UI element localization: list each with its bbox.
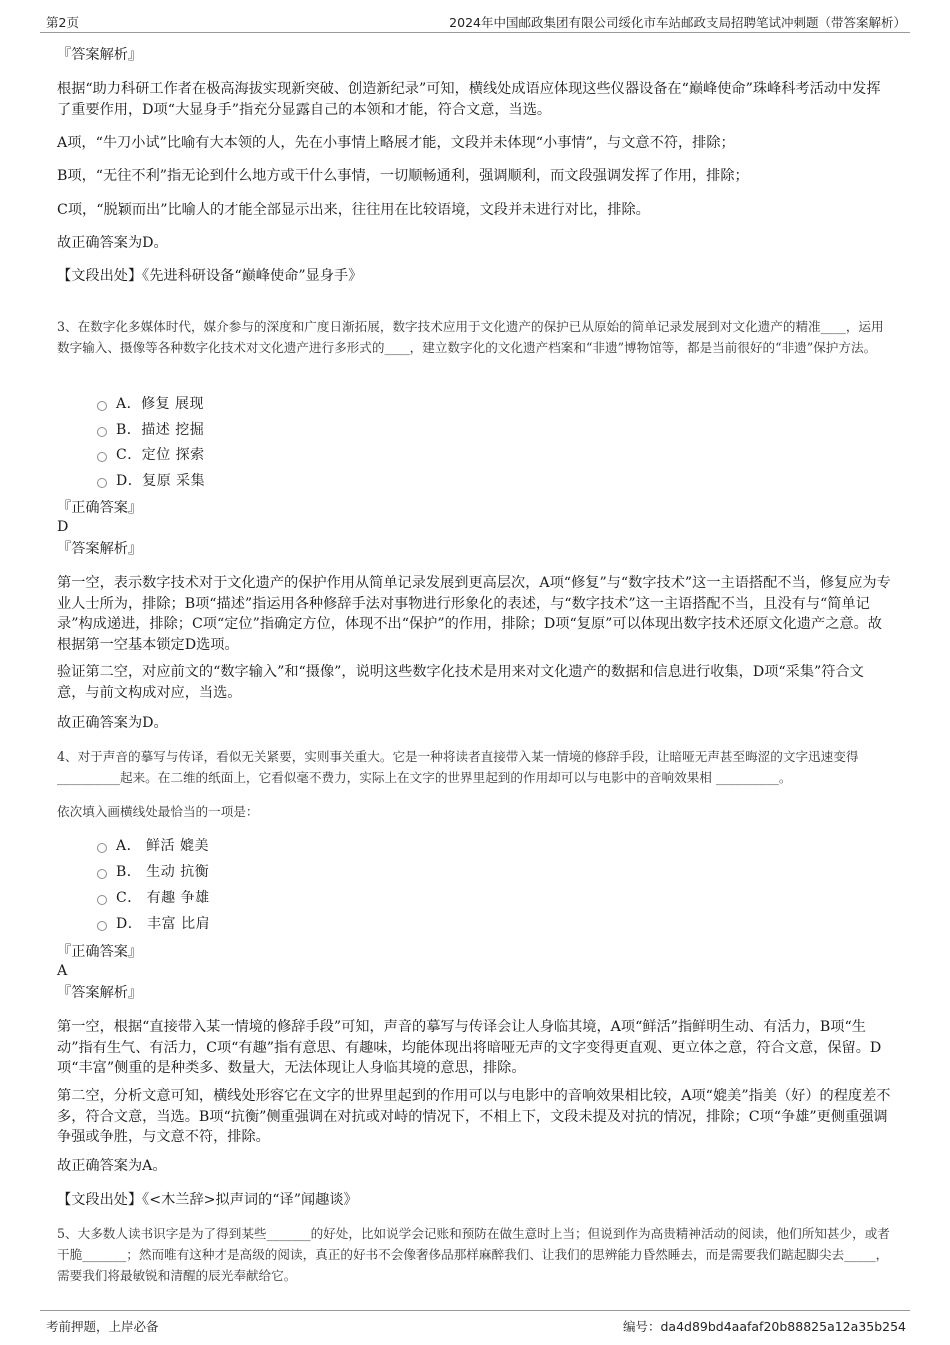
q4-prompt: 依次填入画横线处最恰当的一项是： xyxy=(57,804,259,819)
footer-slogan: 考前押题，上岸必备 xyxy=(46,1319,159,1334)
radio-icon[interactable] xyxy=(97,895,107,905)
document-code: 编号：da4d89bd4aafaf20b88825a12a35b254 xyxy=(622,1319,906,1334)
q4-analysis-paragraph-2: 第二空，分析文意可知，横线处形容它在文字的世界里起到的作用可以与电影中的音响效果相比较，A项“媲美”指美（好）的程度差不多，符合文意，当选。B项“抗衡”侧重强调在对抗或对峙的情况下，不相上下，文段未提及对抗的情况，排除；C项“争雄”更侧重强调争强或争胜，与文意不符，排除。 xyxy=(57,1088,891,1145)
q4-conclusion: 故正确答案为A。 xyxy=(57,1158,167,1174)
q2-analysis-label: 『答案解析』 xyxy=(57,47,143,63)
page-footer xyxy=(40,1310,910,1337)
q2-option-a-explanation: A项，“牛刀小试”比喻有大本领的人，先在小事情上略展才能，文段并未体现“小事情”，与文意不符，排除； xyxy=(57,135,735,151)
q3-correct-label: 『正确答案』 xyxy=(57,500,143,516)
q4-option-c[interactable]: C． 有趣 争雄 xyxy=(97,888,210,908)
q4-source: 【文段出处】《<木兰辞>拟声词的“译”闻趣谈》 xyxy=(57,1192,358,1208)
q4-analysis-paragraph-1: 第一空，根据“直接带入某一情境的修辞手段”可知，声音的摹写与传译会让人身临其境，A项“鲜活”指鲜明生动、有活力，B项“生动”指有生气、有活力，C项“有趣”指有意思、有趣味，均能体现出将暗哑无声的文字变得更直观、更立体之意，符合文意，保留。D项“丰富”侧重的是种类多、数量大，无法体现让人身临其境的意思，排除。 xyxy=(57,1019,882,1076)
q4-correct-label: 『正确答案』 xyxy=(57,944,143,960)
q3-option-b[interactable]: B．描述 挖掘 xyxy=(97,420,204,440)
q4-option-b[interactable]: B． 生动 抗衡 xyxy=(97,862,209,882)
q4-analysis-label: 『答案解析』 xyxy=(57,985,143,1001)
q5-stem: 5、大多数人读书识字是为了得到某些_______的好处，比如说学会记账和预防在做生意时上当；但说到作为高贵精神活动的阅读，他们所知甚少，或者干脆_______；然而唯有这种才是高级的阅读，真正的好书不会像奢侈品那样麻醉我们、让我们的思辨能力昏然睡去，而是需要我们踮起脚尖去_____，需要我们将最敏锐和清醒的辰光奉献给它。 xyxy=(57,1226,890,1283)
radio-icon[interactable] xyxy=(97,843,107,853)
document-title: 2024年中国邮政集团有限公司绥化市车站邮政支局招聘笔试冲刺题（带答案解析） xyxy=(449,15,906,30)
page-number: 第2页 xyxy=(46,15,79,30)
q2-source: 【文段出处】《先进科研设备“巅峰使命”显身手》 xyxy=(57,268,363,284)
radio-icon[interactable] xyxy=(97,427,107,437)
q4-option-d[interactable]: D． 丰富 比肩 xyxy=(97,914,210,934)
q4-stem: 4、对于声音的摹写与传译，看似无关紧要，实则事关重大。它是一种将读者直接带入某一情境的修辞手段，让暗哑无声甚至晦涩的文字迅速变得 __________起来。在二维的纸面上，它看似毫不费力，实际上在文字的世界里起到的作用却可以与电影中的音响效果相 __________。 xyxy=(57,749,859,785)
q4-option-a[interactable]: A． 鲜活 媲美 xyxy=(97,836,209,856)
radio-icon[interactable] xyxy=(97,478,107,488)
q3-option-c[interactable]: C．定位 探索 xyxy=(97,445,205,465)
q3-option-a[interactable]: A．修复 展现 xyxy=(97,394,204,414)
radio-icon[interactable] xyxy=(97,921,107,931)
q3-analysis-paragraph-2: 验证第二空，对应前文的“数字输入”和“摄像”，说明这些数字化技术是用来对文化遗产的数据和信息进行收集，D项“采集”符合文意，与前文构成对应，当选。 xyxy=(57,664,864,701)
q3-correct-answer: D xyxy=(57,519,69,535)
q2-conclusion: 故正确答案为D。 xyxy=(57,235,168,251)
q2-option-c-explanation: C项，“脱颖而出”比喻人的才能全部显示出来，往往用在比较语境，文段并未进行对比，排除。 xyxy=(57,202,650,218)
q3-analysis-label: 『答案解析』 xyxy=(57,541,143,557)
q2-option-b-explanation: B项，“无往不利”指无论到什么地方或干什么事情，一切顺畅通利，强调顺利，而文段强调发挥了作用，排除； xyxy=(57,168,749,184)
q4-correct-answer: A xyxy=(57,963,68,979)
page-header xyxy=(40,10,910,33)
q3-option-d[interactable]: D．复原 采集 xyxy=(97,471,205,491)
q3-conclusion: 故正确答案为D。 xyxy=(57,715,168,731)
q2-analysis-paragraph: 根据“助力科研工作者在极高海拔实现新突破、创造新纪录”可知，横线处成语应体现这些仪器设备在“巅峰使命”珠峰科考活动中发挥了重要作用，D项“大显身手”指充分显露自己的本领和才能，符合文意，当选。 xyxy=(57,81,881,118)
radio-icon[interactable] xyxy=(97,869,107,879)
q3-stem: 3、在数字化多媒体时代，媒介参与的深度和广度日渐拓展，数字技术应用于文化遗产的保护已从原始的简单记录发展到对文化遗产的精准____，运用数字输入、摄像等各种数字化技术对文化遗产进行多形式的____，建立数字化的文化遗产档案和“非遗”博物馆等，都是当前很好的“非遗”保护方法。 xyxy=(57,319,884,355)
q3-analysis-paragraph-1: 第一空，表示数字技术对于文化遗产的保护作用从简单记录发展到更高层次，A项“修复”与“数字技术”这一主语搭配不当，修复应为专业人士所为，排除；B项“描述”指运用各种修辞手法对事物进行形象化的表述，与“数字技术”这一主语搭配不当，且没有与“简单记录”构成递进，排除；C项“定位”指确定方位，体现不出“保护”的作用，排除；D项“复原”可以体现出数字技术还原文化遗产之意。故根据第一空基本锁定D选项。 xyxy=(57,575,891,653)
radio-icon[interactable] xyxy=(97,401,107,411)
radio-icon[interactable] xyxy=(97,452,107,462)
